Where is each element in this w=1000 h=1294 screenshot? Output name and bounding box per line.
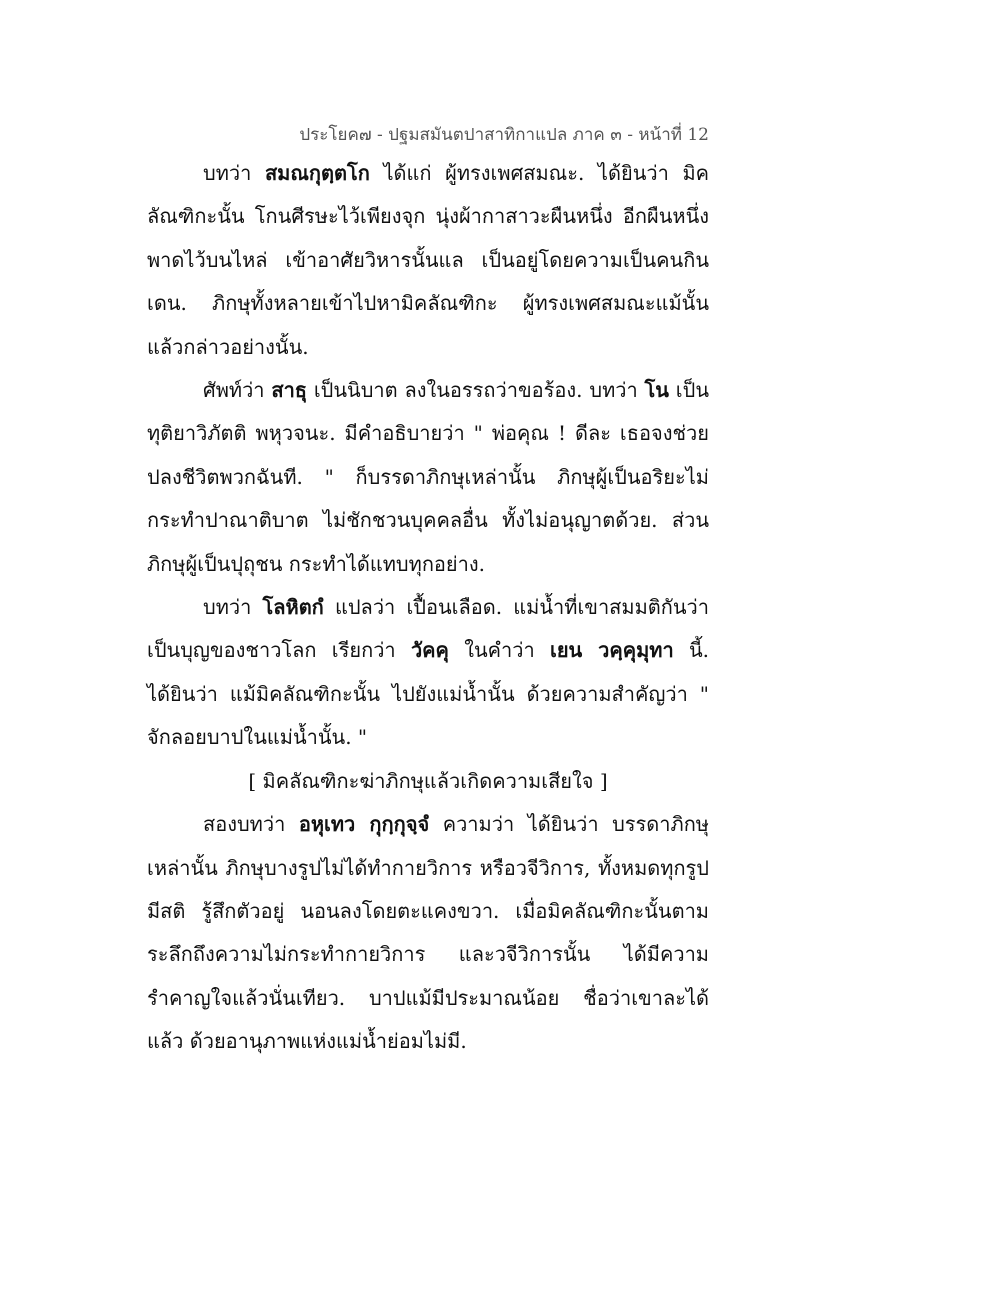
pali-term: โน bbox=[644, 378, 669, 403]
paragraph-text: ในคำว่า bbox=[448, 638, 550, 663]
paragraph-text: บทว่า bbox=[203, 595, 263, 620]
paragraph-text: เป็นทุติยาวิภัตติ พหุวจนะ. มีคำอธิบายว่า " พ่อคุณ ! ดีละ เธอจงช่วยปลงชีวิตพวกฉันที. " ก็บรรดาภิกษุเหล่านั้น ภิกษุผู้เป็นอริยะไม่กระทำปาณาติบาต ไม่ชักชวนบุคคลอื่น ทั้งไม่อนุญาตด้วย. ส่วนภิกษุผู้เป็นปุถุชน กระทำได้แทบทุกอย่าง. bbox=[147, 378, 709, 576]
pali-term: เยน วคฺคุมุทา bbox=[549, 638, 674, 663]
paragraph-text: ได้แก่ ผู้ทรงเพศสมณะ. ได้ยินว่า มิคลัณฑิกะนั้น โกนศีรษะไว้เพียงจุก นุ่งผ้ากาสาวะผืนหนึ่ง อีกผืนหนึ่ง พาดไว้บนไหล่ เข้าอาศัยวิหารนั้นแล เป็นอยู่โดยความเป็นคนกินเดน. ภิกษุทั้งหลายเข้าไปหามิคลัณฑิกะ ผู้ทรงเพศสมณะแม้นั้นแล้วกล่าวอย่างนั้น. bbox=[147, 161, 710, 359]
paragraph-text: สองบทว่า bbox=[203, 812, 299, 837]
paragraph-text: นี้. ได้ยินว่า แม้มิคลัณฑิกะนั้น ไปยังแม่น้ำนั้น ด้วยความสำคัญว่า " จักลอยบาปในแม่น้ำนั้น. " bbox=[147, 638, 709, 750]
paragraph-sadhu bbox=[147, 369, 709, 586]
pali-term: สมณกุตฺตโก bbox=[264, 161, 370, 185]
pali-term: โลหิตกํ bbox=[262, 595, 324, 620]
paragraph-text: บทว่า bbox=[203, 161, 265, 185]
pali-term: สาธุ bbox=[271, 378, 308, 403]
section-heading: [ มิคลัณฑิกะฆ่าภิกษุแล้วเกิดความเสียใจ ] bbox=[248, 768, 608, 793]
page-header: ประโยค๗ - ปฐมสมันตปาสาทิกาแปล ภาค ๓ - หน้าที่ 12 bbox=[299, 125, 709, 145]
pali-term: อหุเทว กุกฺกุจฺจํ bbox=[298, 812, 430, 837]
document-page bbox=[147, 118, 709, 1064]
paragraph-samanakuttaka bbox=[147, 152, 709, 369]
paragraph-text: เป็นนิบาต ลงในอรรถว่าขอร้อง. บทว่า bbox=[307, 378, 645, 403]
paragraph-ahudeva-kukkuccam bbox=[147, 803, 709, 1063]
paragraph-lohitakam bbox=[147, 586, 709, 760]
pali-term: วัคคุ bbox=[410, 638, 449, 663]
paragraph-text: ศัพท์ว่า bbox=[203, 378, 272, 403]
paragraph-text: ความว่า ได้ยินว่า บรรดาภิกษุเหล่านั้น ภิกษุบางรูปไม่ได้ทำกายวิการ หรือวจีวิการ, ทั้งหมดทุกรูป มีสติ รู้สึกตัวอยู่ นอนลงโดยตะแคงขวา. เมื่อมิคลัณฑิกะนั้นตามระลึกถึงความไม่กระทำกายวิการ และวจีวิการนั้น ได้มีความรำคาญใจแล้วนั่นเทียว. บาปแม้มีประมาณน้อย ชื่อว่าเขาละได้แล้ว ด้วยอานุภาพแห่งแม่น้ำย่อมไม่มี. bbox=[147, 812, 709, 1054]
paragraph-text: แปลว่า เปื้อนเลือด. แม่น้ำที่เขาสมมติกันว่าเป็นบุญของชาวโลก เรียกว่า bbox=[147, 595, 709, 663]
